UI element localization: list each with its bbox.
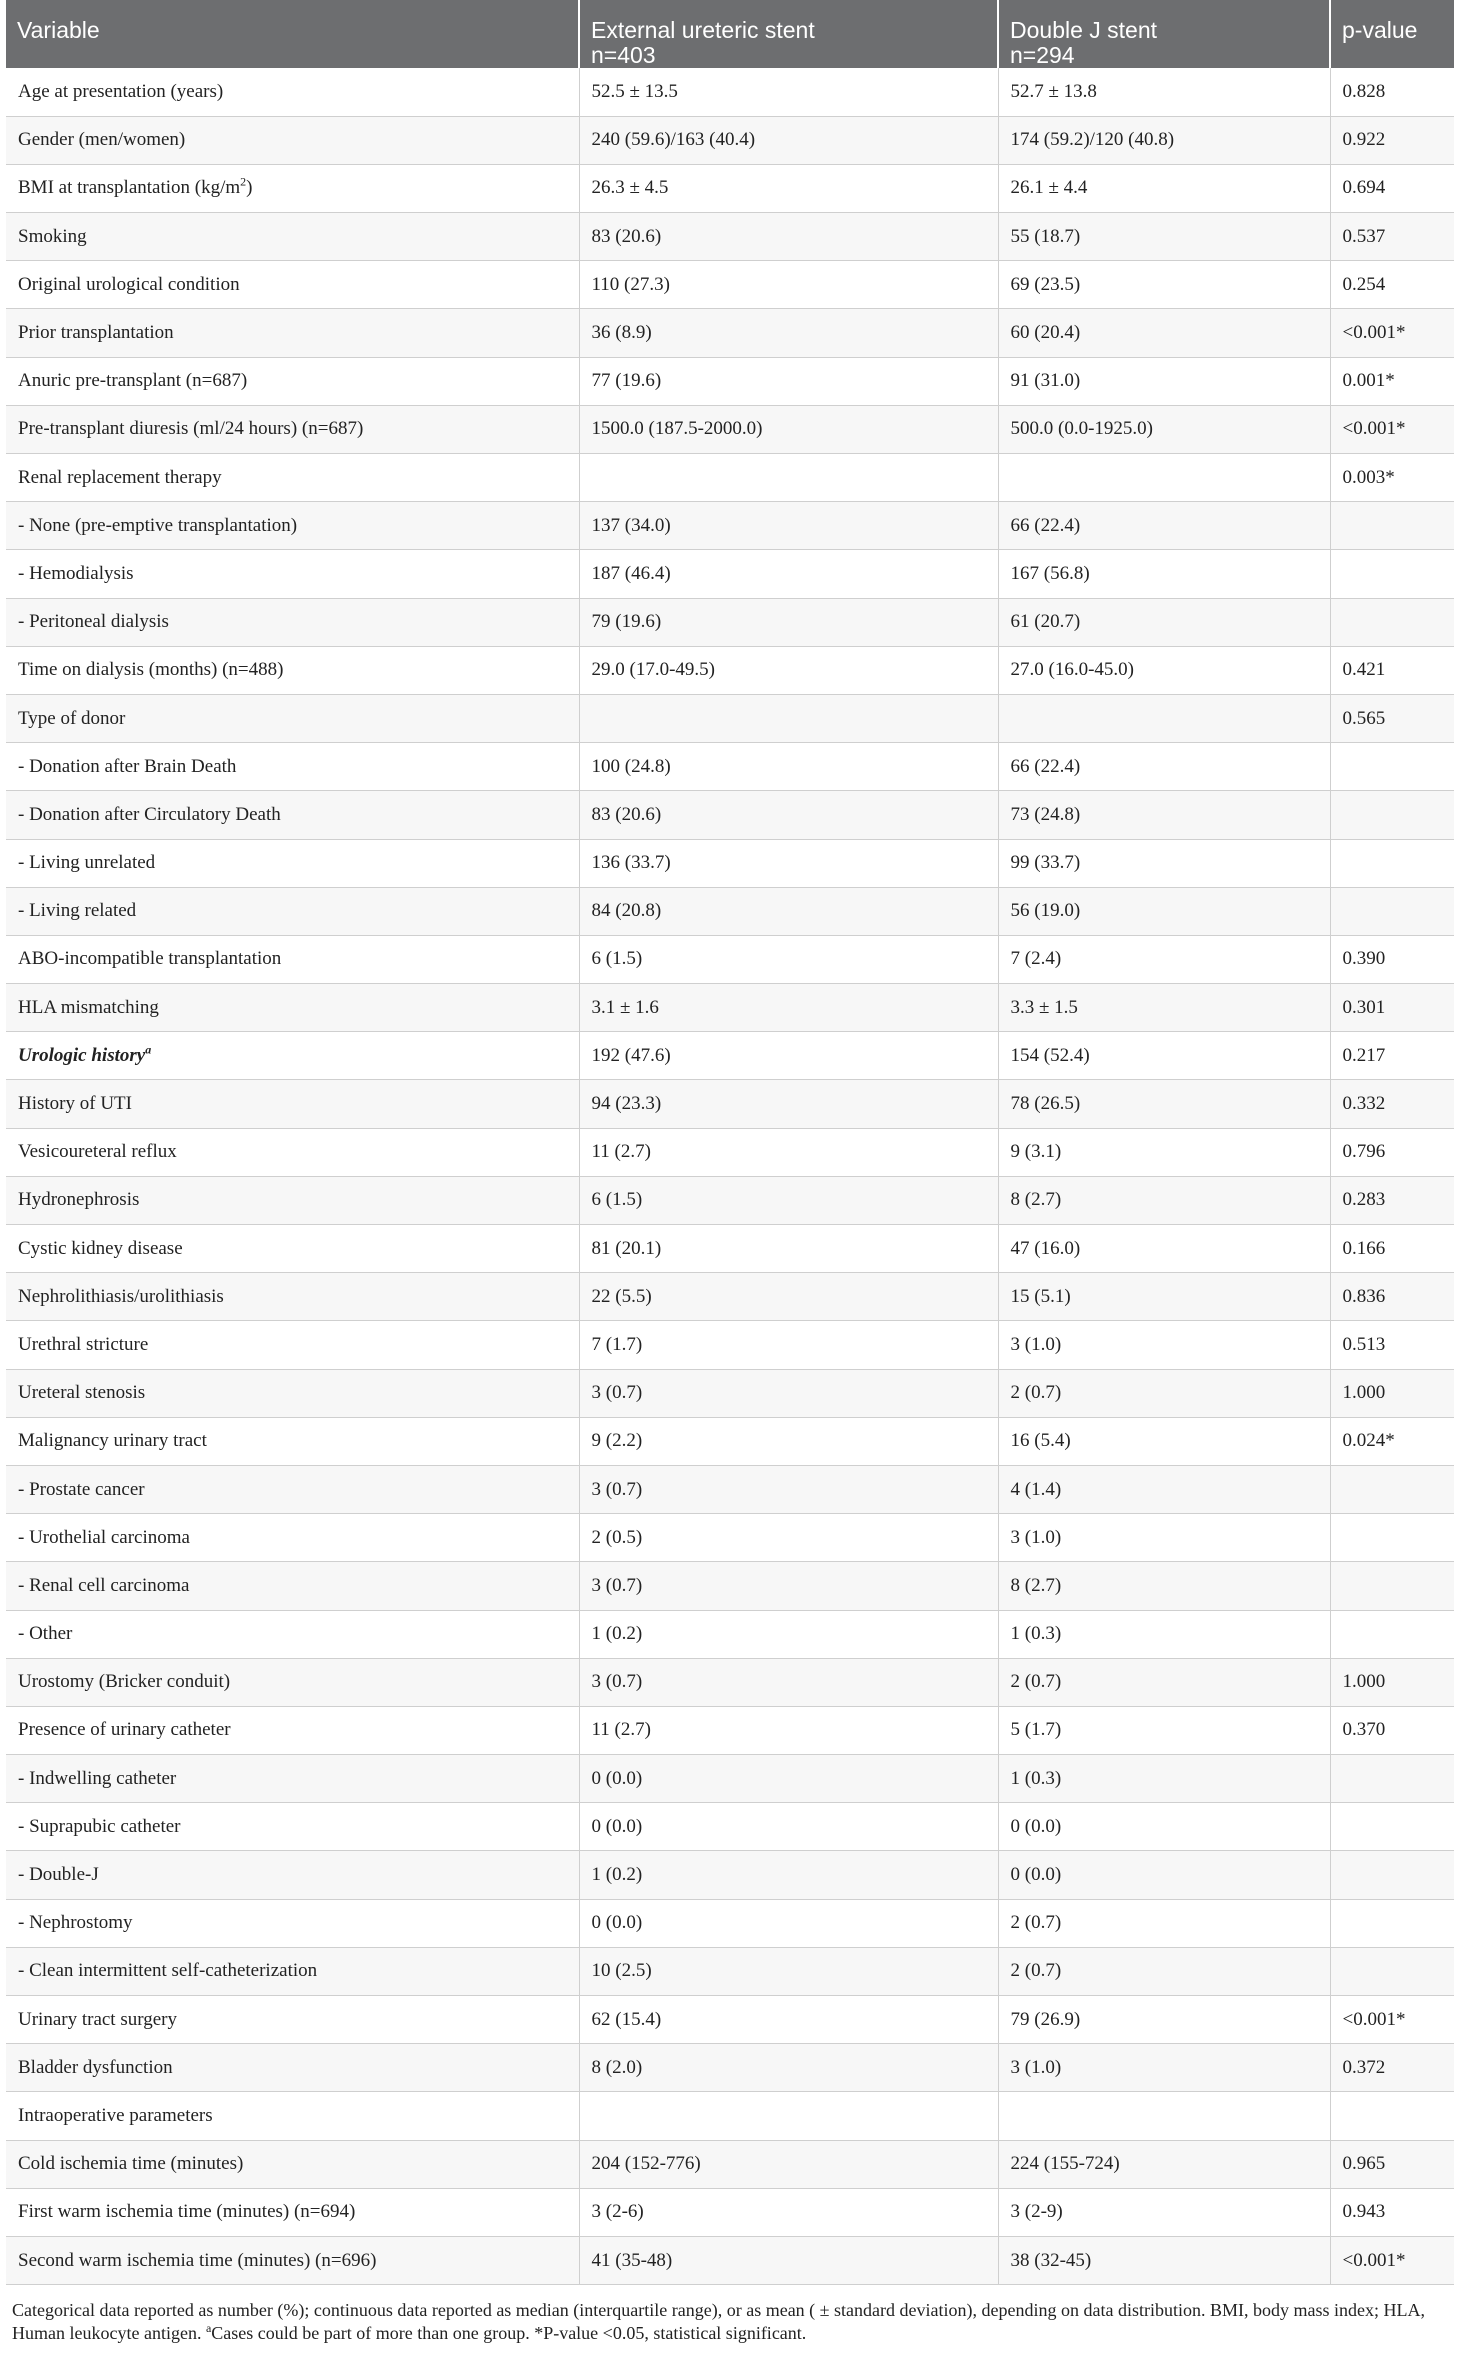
- table-row: [6, 68, 1454, 116]
- variable-label: Hydronephrosis: [18, 1189, 140, 1211]
- variable-label: Renal replacement therapy: [18, 466, 222, 488]
- table-row: [6, 213, 1454, 261]
- p-value-cell: [1330, 839, 1454, 887]
- p-value-cell: <0.001*: [1330, 309, 1454, 357]
- p-value-cell: 0.965: [1330, 2140, 1454, 2188]
- double-j-cell: 3 (1.0): [998, 2044, 1330, 2092]
- external-stent-cell: 7 (1.7): [579, 1321, 998, 1369]
- double-j-cell: 224 (155-724): [998, 2140, 1330, 2188]
- table-row: [6, 357, 1454, 405]
- variable-label: Urologic history: [18, 1044, 146, 1066]
- variable-cell: [6, 1706, 579, 1754]
- double-j-cell: 52.7 ± 13.8: [998, 68, 1330, 116]
- double-j-cell: 1 (0.3): [998, 1755, 1330, 1803]
- variable-cell: [6, 2236, 579, 2284]
- variable-label: Anuric pre-transplant (n=687): [18, 370, 248, 392]
- table-row: [6, 1562, 1454, 1610]
- variable-label: Pre-transplant diuresis (ml/24 hours) (n=687): [18, 418, 364, 440]
- double-j-cell: 0 (0.0): [998, 1851, 1330, 1899]
- p-value-cell: 0.828: [1330, 68, 1454, 116]
- table-row: [6, 405, 1454, 453]
- table-page: [6, 0, 1454, 2345]
- p-value-cell: 1.000: [1330, 1658, 1454, 1706]
- variable-label: Smoking: [18, 225, 87, 247]
- table-row: [6, 646, 1454, 694]
- table-row: [6, 598, 1454, 646]
- variable-cell: [6, 646, 579, 694]
- variable-cell: [6, 598, 579, 646]
- p-value-cell: 0.283: [1330, 1176, 1454, 1224]
- external-stent-cell: 0 (0.0): [579, 1755, 998, 1803]
- variable-cell: [6, 454, 579, 502]
- variable-label: Type of donor: [18, 707, 126, 729]
- external-stent-cell: 240 (59.6)/163 (40.4): [579, 116, 998, 164]
- external-stent-cell: 192 (47.6): [579, 1032, 998, 1080]
- variable-cell: [6, 1176, 579, 1224]
- variable-label: HLA mismatching: [18, 996, 159, 1018]
- variable-label: Prior transplantation: [18, 322, 174, 344]
- variable-label: - None (pre-emptive transplantation): [18, 514, 298, 536]
- variable-cell: [6, 1465, 579, 1513]
- table-row: [6, 164, 1454, 212]
- double-j-cell: 27.0 (16.0-45.0): [998, 646, 1330, 694]
- double-j-cell: 26.1 ± 4.4: [998, 164, 1330, 212]
- external-stent-cell: 22 (5.5): [579, 1273, 998, 1321]
- table-row: [6, 1996, 1454, 2044]
- p-value-cell: [1330, 1803, 1454, 1851]
- variable-label-suffix: ): [246, 177, 253, 199]
- double-j-cell: 2 (0.7): [998, 1947, 1330, 1995]
- p-value-cell: 0.372: [1330, 2044, 1454, 2092]
- p-value-cell: [1330, 1851, 1454, 1899]
- variable-cell: [6, 261, 579, 309]
- variable-cell: [6, 1996, 579, 2044]
- variable-label: History of UTI: [18, 1093, 132, 1115]
- external-stent-cell: 26.3 ± 4.5: [579, 164, 998, 212]
- double-j-cell: [998, 2092, 1330, 2140]
- double-j-cell: 69 (23.5): [998, 261, 1330, 309]
- table-row: [6, 984, 1454, 1032]
- variable-label: Original urological condition: [18, 273, 240, 295]
- variable-label: Urinary tract surgery: [18, 2008, 177, 2030]
- external-stent-cell: 187 (46.4): [579, 550, 998, 598]
- table-row: [6, 1080, 1454, 1128]
- variable-cell: [6, 116, 579, 164]
- variable-cell: [6, 2092, 579, 2140]
- variable-label: Age at presentation (years): [18, 80, 224, 102]
- double-j-cell: 47 (16.0): [998, 1225, 1330, 1273]
- external-stent-cell: 0 (0.0): [579, 1899, 998, 1947]
- p-value-cell: <0.001*: [1330, 2236, 1454, 2284]
- p-value-cell: 0.836: [1330, 1273, 1454, 1321]
- p-value-cell: <0.001*: [1330, 1996, 1454, 2044]
- external-stent-cell: 1 (0.2): [579, 1610, 998, 1658]
- variable-cell: [6, 839, 579, 887]
- double-j-cell: 79 (26.9): [998, 1996, 1330, 2044]
- variable-label: - Urothelial carcinoma: [18, 1526, 190, 1548]
- variable-label: Time on dialysis (months) (n=488): [18, 659, 284, 681]
- footnote-text-before: Categorical data reported as number (%); continuous data reported as median (interquartile range), or as mean ( ± standard deviation), depending on data distribution. BMI, body mass index; HLA, Human leukocyte antigen.: [12, 2300, 1425, 2344]
- variable-cell: [6, 1417, 579, 1465]
- double-j-cell: 15 (5.1): [998, 1273, 1330, 1321]
- external-stent-cell: 1 (0.2): [579, 1851, 998, 1899]
- external-stent-cell: 41 (35-48): [579, 2236, 998, 2284]
- table-row: [6, 1947, 1454, 1995]
- table-body: [6, 68, 1454, 2285]
- external-stent-cell: 3 (2-6): [579, 2188, 998, 2236]
- external-stent-cell: 6 (1.5): [579, 1176, 998, 1224]
- variable-cell: [6, 1514, 579, 1562]
- p-value-cell: [1330, 1947, 1454, 1995]
- table-row: [6, 1514, 1454, 1562]
- external-stent-cell: 83 (20.6): [579, 213, 998, 261]
- variable-cell: [6, 68, 579, 116]
- variable-label: Urethral stricture: [18, 1333, 149, 1355]
- double-j-cell: 55 (18.7): [998, 213, 1330, 261]
- variable-cell: [6, 2044, 579, 2092]
- double-j-cell: 91 (31.0): [998, 357, 1330, 405]
- variable-label: - Peritoneal dialysis: [18, 611, 169, 633]
- p-value-cell: 0.421: [1330, 646, 1454, 694]
- p-value-cell: [1330, 887, 1454, 935]
- table-row: [6, 1032, 1454, 1080]
- variable-label: - Living unrelated: [18, 852, 156, 874]
- external-stent-cell: 3 (0.7): [579, 1465, 998, 1513]
- double-j-cell: 154 (52.4): [998, 1032, 1330, 1080]
- variable-label: - Renal cell carcinoma: [18, 1574, 190, 1596]
- table-row: [6, 1465, 1454, 1513]
- variable-cell: [6, 213, 579, 261]
- double-j-cell: 174 (59.2)/120 (40.8): [998, 116, 1330, 164]
- external-stent-cell: [579, 694, 998, 742]
- table-row: [6, 2188, 1454, 2236]
- double-j-cell: 2 (0.7): [998, 1658, 1330, 1706]
- double-j-cell: 3.3 ± 1.5: [998, 984, 1330, 1032]
- variable-label: - Clean intermittent self-catheterization: [18, 1960, 318, 1982]
- table-row: [6, 2092, 1454, 2140]
- variable-label: Bladder dysfunction: [18, 2056, 173, 2078]
- table-header: [6, 0, 1454, 68]
- p-value-cell: [1330, 2092, 1454, 2140]
- variable-cell: [6, 309, 579, 357]
- p-value-cell: 0.370: [1330, 1706, 1454, 1754]
- table-row: [6, 1273, 1454, 1321]
- table-row: [6, 454, 1454, 502]
- p-value-cell: 0.217: [1330, 1032, 1454, 1080]
- external-stent-cell: 11 (2.7): [579, 1706, 998, 1754]
- double-j-cell: 3 (1.0): [998, 1514, 1330, 1562]
- variable-cell: [6, 791, 579, 839]
- header-external-ureteric-stent: External ureteric stent n=403: [579, 0, 998, 68]
- p-value-cell: 0.003*: [1330, 454, 1454, 502]
- variable-label: Second warm ischemia time (minutes) (n=696): [18, 2249, 377, 2271]
- p-value-cell: 0.922: [1330, 116, 1454, 164]
- p-value-cell: [1330, 743, 1454, 791]
- external-stent-cell: 79 (19.6): [579, 598, 998, 646]
- header-double-j-stent: Double J stent n=294: [998, 0, 1330, 68]
- table-row: [6, 2044, 1454, 2092]
- double-j-cell: 5 (1.7): [998, 1706, 1330, 1754]
- p-value-cell: [1330, 1755, 1454, 1803]
- variable-label: Cystic kidney disease: [18, 1237, 183, 1259]
- variable-cell: [6, 502, 579, 550]
- table-row: [6, 839, 1454, 887]
- variable-cell: [6, 1562, 579, 1610]
- double-j-cell: 3 (1.0): [998, 1321, 1330, 1369]
- header-row: [6, 0, 1454, 68]
- table-row: [6, 887, 1454, 935]
- table-row: [6, 309, 1454, 357]
- variable-cell: [6, 405, 579, 453]
- variable-cell: [6, 164, 579, 212]
- variable-cell: [6, 1080, 579, 1128]
- table-row: [6, 1369, 1454, 1417]
- variable-cell: [6, 1032, 579, 1080]
- variable-label: Gender (men/women): [18, 129, 186, 151]
- table-row: [6, 1417, 1454, 1465]
- header-variable: Variable: [6, 0, 579, 68]
- p-value-cell: [1330, 1514, 1454, 1562]
- variable-label: Nephrolithiasis/urolithiasis: [18, 1285, 224, 1307]
- variable-label: Intraoperative parameters: [18, 2104, 213, 2126]
- table-row: [6, 502, 1454, 550]
- variable-label: - Donation after Circulatory Death: [18, 803, 281, 825]
- double-j-cell: 2 (0.7): [998, 1369, 1330, 1417]
- external-stent-cell: 29.0 (17.0-49.5): [579, 646, 998, 694]
- variable-label: Presence of urinary catheter: [18, 1719, 231, 1741]
- variable-cell: [6, 694, 579, 742]
- table-row: [6, 791, 1454, 839]
- double-j-cell: 7 (2.4): [998, 935, 1330, 983]
- external-stent-cell: 84 (20.8): [579, 887, 998, 935]
- variable-label: First warm ischemia time (minutes) (n=694): [18, 2201, 356, 2223]
- table-row: [6, 1610, 1454, 1658]
- external-stent-cell: 62 (15.4): [579, 1996, 998, 2044]
- variable-cell: [6, 1369, 579, 1417]
- header-p-value: p-value: [1330, 0, 1454, 68]
- table-row: [6, 550, 1454, 598]
- table-row: [6, 1225, 1454, 1273]
- table-row: [6, 935, 1454, 983]
- variable-label: - Nephrostomy: [18, 1912, 133, 1934]
- table-row: [6, 1321, 1454, 1369]
- variable-label: Urostomy (Bricker conduit): [18, 1671, 231, 1693]
- external-stent-cell: 8 (2.0): [579, 2044, 998, 2092]
- p-value-cell: 0.166: [1330, 1225, 1454, 1273]
- variable-cell: [6, 1273, 579, 1321]
- p-value-cell: 0.537: [1330, 213, 1454, 261]
- double-j-cell: 60 (20.4): [998, 309, 1330, 357]
- table-row: [6, 2236, 1454, 2284]
- table-row: [6, 1706, 1454, 1754]
- external-stent-cell: 6 (1.5): [579, 935, 998, 983]
- variable-label: - Suprapubic catheter: [18, 1815, 181, 1837]
- variable-cell: [6, 1851, 579, 1899]
- double-j-cell: 38 (32-45): [998, 2236, 1330, 2284]
- variable-cell: [6, 2188, 579, 2236]
- p-value-cell: [1330, 502, 1454, 550]
- variable-label: - Double-J: [18, 1864, 99, 1886]
- double-j-cell: [998, 694, 1330, 742]
- footnote-text-after: Cases could be part of more than one group. *P-value <0.05, statistical significant.: [211, 2323, 807, 2344]
- variable-label: BMI at transplantation (kg/m: [18, 177, 241, 199]
- p-value-cell: [1330, 1562, 1454, 1610]
- variable-label: - Other: [18, 1623, 73, 1645]
- table-row: [6, 1755, 1454, 1803]
- double-j-cell: 3 (2-9): [998, 2188, 1330, 2236]
- external-stent-cell: 11 (2.7): [579, 1128, 998, 1176]
- table-row: [6, 1128, 1454, 1176]
- double-j-cell: 66 (22.4): [998, 502, 1330, 550]
- variable-cell: [6, 1225, 579, 1273]
- external-stent-cell: 110 (27.3): [579, 261, 998, 309]
- external-stent-cell: 0 (0.0): [579, 1803, 998, 1851]
- variable-label: Malignancy urinary tract: [18, 1430, 207, 1452]
- variable-label: - Prostate cancer: [18, 1478, 145, 1500]
- double-j-cell: 99 (33.7): [998, 839, 1330, 887]
- double-j-cell: 1 (0.3): [998, 1610, 1330, 1658]
- p-value-cell: 0.390: [1330, 935, 1454, 983]
- external-stent-cell: 52.5 ± 13.5: [579, 68, 998, 116]
- variable-cell: [6, 984, 579, 1032]
- p-value-cell: 0.565: [1330, 694, 1454, 742]
- double-j-cell: 61 (20.7): [998, 598, 1330, 646]
- variable-label: - Hemodialysis: [18, 562, 134, 584]
- p-value-cell: 1.000: [1330, 1369, 1454, 1417]
- table-row: [6, 2140, 1454, 2188]
- table-row: [6, 261, 1454, 309]
- external-stent-cell: 3 (0.7): [579, 1369, 998, 1417]
- variable-cell: [6, 1321, 579, 1369]
- p-value-cell: <0.001*: [1330, 405, 1454, 453]
- external-stent-cell: 3 (0.7): [579, 1658, 998, 1706]
- external-stent-cell: 100 (24.8): [579, 743, 998, 791]
- double-j-cell: 56 (19.0): [998, 887, 1330, 935]
- variable-cell: [6, 1803, 579, 1851]
- double-j-cell: 8 (2.7): [998, 1562, 1330, 1610]
- variable-label: - Donation after Brain Death: [18, 755, 237, 777]
- variable-superscript: a: [145, 1042, 152, 1057]
- variable-superscript: 2: [240, 175, 247, 190]
- variable-cell: [6, 550, 579, 598]
- table-row: [6, 743, 1454, 791]
- p-value-cell: 0.332: [1330, 1080, 1454, 1128]
- external-stent-cell: [579, 454, 998, 502]
- external-stent-cell: 2 (0.5): [579, 1514, 998, 1562]
- table-row: [6, 1851, 1454, 1899]
- variable-cell: [6, 2140, 579, 2188]
- double-j-cell: 16 (5.4): [998, 1417, 1330, 1465]
- p-value-cell: 0.796: [1330, 1128, 1454, 1176]
- double-j-cell: 78 (26.5): [998, 1080, 1330, 1128]
- double-j-cell: 9 (3.1): [998, 1128, 1330, 1176]
- variable-cell: [6, 935, 579, 983]
- variable-cell: [6, 1947, 579, 1995]
- p-value-cell: [1330, 550, 1454, 598]
- footnote-superscript: a: [205, 2321, 212, 2336]
- external-stent-cell: 81 (20.1): [579, 1225, 998, 1273]
- table-row: [6, 1658, 1454, 1706]
- variable-cell: [6, 743, 579, 791]
- p-value-cell: [1330, 1899, 1454, 1947]
- table-row: [6, 116, 1454, 164]
- external-stent-cell: 137 (34.0): [579, 502, 998, 550]
- table-row: [6, 1899, 1454, 1947]
- variable-label: Ureteral stenosis: [18, 1382, 146, 1404]
- p-value-cell: 0.254: [1330, 261, 1454, 309]
- variable-cell: [6, 1610, 579, 1658]
- double-j-cell: 4 (1.4): [998, 1465, 1330, 1513]
- double-j-cell: 2 (0.7): [998, 1899, 1330, 1947]
- double-j-cell: 500.0 (0.0-1925.0): [998, 405, 1330, 453]
- external-stent-cell: 1500.0 (187.5-2000.0): [579, 405, 998, 453]
- double-j-cell: 73 (24.8): [998, 791, 1330, 839]
- external-stent-cell: 3.1 ± 1.6: [579, 984, 998, 1032]
- p-value-cell: [1330, 1610, 1454, 1658]
- p-value-cell: 0.024*: [1330, 1417, 1454, 1465]
- external-stent-cell: 9 (2.2): [579, 1417, 998, 1465]
- external-stent-cell: 3 (0.7): [579, 1562, 998, 1610]
- external-stent-cell: [579, 2092, 998, 2140]
- variable-cell: [6, 1128, 579, 1176]
- external-stent-cell: 36 (8.9): [579, 309, 998, 357]
- variable-label: - Indwelling catheter: [18, 1767, 177, 1789]
- variable-label: Vesicoureteral reflux: [18, 1141, 177, 1163]
- double-j-cell: [998, 454, 1330, 502]
- p-value-cell: [1330, 791, 1454, 839]
- double-j-cell: 66 (22.4): [998, 743, 1330, 791]
- table-footnote: [6, 2285, 1454, 2345]
- external-stent-cell: 10 (2.5): [579, 1947, 998, 1995]
- p-value-cell: [1330, 598, 1454, 646]
- p-value-cell: 0.001*: [1330, 357, 1454, 405]
- table-row: [6, 1176, 1454, 1224]
- variable-cell: [6, 1755, 579, 1803]
- table-row: [6, 1803, 1454, 1851]
- p-value-cell: 0.694: [1330, 164, 1454, 212]
- variable-cell: [6, 1899, 579, 1947]
- table-row: [6, 694, 1454, 742]
- p-value-cell: 0.943: [1330, 2188, 1454, 2236]
- external-stent-cell: 204 (152-776): [579, 2140, 998, 2188]
- p-value-cell: 0.513: [1330, 1321, 1454, 1369]
- p-value-cell: 0.301: [1330, 984, 1454, 1032]
- p-value-cell: [1330, 1465, 1454, 1513]
- external-stent-cell: 136 (33.7): [579, 839, 998, 887]
- double-j-cell: 167 (56.8): [998, 550, 1330, 598]
- double-j-cell: 0 (0.0): [998, 1803, 1330, 1851]
- double-j-cell: 8 (2.7): [998, 1176, 1330, 1224]
- external-stent-cell: 94 (23.3): [579, 1080, 998, 1128]
- external-stent-cell: 77 (19.6): [579, 357, 998, 405]
- external-stent-cell: 83 (20.6): [579, 791, 998, 839]
- variable-cell: [6, 1658, 579, 1706]
- variable-label: Cold ischemia time (minutes): [18, 2153, 244, 2175]
- variable-cell: [6, 887, 579, 935]
- variable-cell: [6, 357, 579, 405]
- variable-label: ABO-incompatible transplantation: [18, 948, 282, 970]
- variable-label: - Living related: [18, 900, 137, 922]
- patient-characteristics-table: [6, 0, 1454, 2285]
